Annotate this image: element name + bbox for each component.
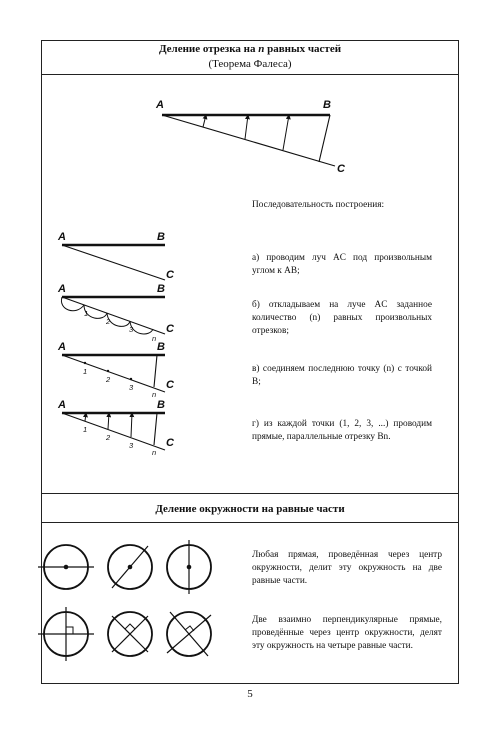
step-b-figure bbox=[57, 283, 175, 343]
point-label: A bbox=[58, 341, 66, 353]
step-b: б) откладываем на луче AC заданное количество (n) равных произвольных отрезков; bbox=[252, 300, 432, 336]
point-label: A bbox=[58, 283, 66, 295]
page-number: 5 bbox=[247, 688, 253, 700]
point-label: B bbox=[157, 231, 165, 243]
point-label: C bbox=[166, 323, 174, 335]
section1-title: Деление отрезка на n равных частей bbox=[158, 43, 342, 55]
thales-main-diagram bbox=[155, 99, 346, 175]
point-label: B bbox=[157, 283, 165, 295]
point-label: C bbox=[337, 163, 345, 175]
division-label: 2 bbox=[106, 375, 111, 384]
division-label: 3 bbox=[129, 441, 134, 450]
circle-text-two-parts: Любая прямая, проведённая через центр окружности, делит эту окружность на две равные части. bbox=[252, 550, 442, 586]
step-d: г) из каждой точки (1, 2, 3, ...) проводим прямые, параллельные отрезку Bn. bbox=[252, 419, 432, 442]
step-a: а) проводим луч AC под произвольным углом к AB; bbox=[252, 253, 432, 276]
point-label: B bbox=[157, 341, 165, 353]
point-label: A bbox=[58, 399, 66, 411]
point-label: B bbox=[323, 99, 331, 111]
section1-subtitle: (Теорема Фалеса) bbox=[208, 58, 292, 70]
point-label: C bbox=[166, 379, 174, 391]
division-label: 1 bbox=[84, 309, 89, 318]
division-label: 1 bbox=[83, 367, 88, 376]
steps-heading: Последовательность построения: bbox=[252, 200, 385, 210]
circle-horizontal-diameter bbox=[38, 545, 94, 589]
step-c-figure bbox=[57, 341, 175, 399]
division-label: 3 bbox=[129, 383, 134, 392]
section2-title: Деление окружности на равные части bbox=[155, 503, 345, 515]
circle-rotated-cross bbox=[167, 612, 211, 656]
division-label: n bbox=[152, 334, 157, 343]
point-label: A bbox=[156, 99, 164, 111]
point-label: C bbox=[166, 437, 174, 449]
division-label: 3 bbox=[129, 325, 134, 334]
division-label: n bbox=[152, 448, 157, 457]
circle-perpendicular-cross bbox=[38, 607, 94, 661]
circle-diagonal-cross bbox=[108, 612, 152, 656]
division-label: 1 bbox=[83, 425, 88, 434]
division-label: 2 bbox=[106, 433, 111, 442]
point-label: A bbox=[58, 231, 66, 243]
division-label: 2 bbox=[106, 317, 111, 326]
step-c: в) соединяем последнюю точку (n) с точкой B; bbox=[252, 364, 432, 387]
circle-text-four-parts: Две взаимно перпендикулярные прямые, проведённые через центр окружности, делят эту окружность на четыре равные части. bbox=[252, 615, 442, 651]
division-label: n bbox=[152, 390, 157, 399]
circle-vertical-diameter bbox=[167, 540, 211, 594]
point-label: B bbox=[157, 399, 165, 411]
circle-diagonal-diameter bbox=[108, 545, 152, 589]
step-d-figure bbox=[57, 399, 175, 457]
point-label: C bbox=[166, 269, 174, 281]
step-a-figure bbox=[57, 231, 175, 281]
